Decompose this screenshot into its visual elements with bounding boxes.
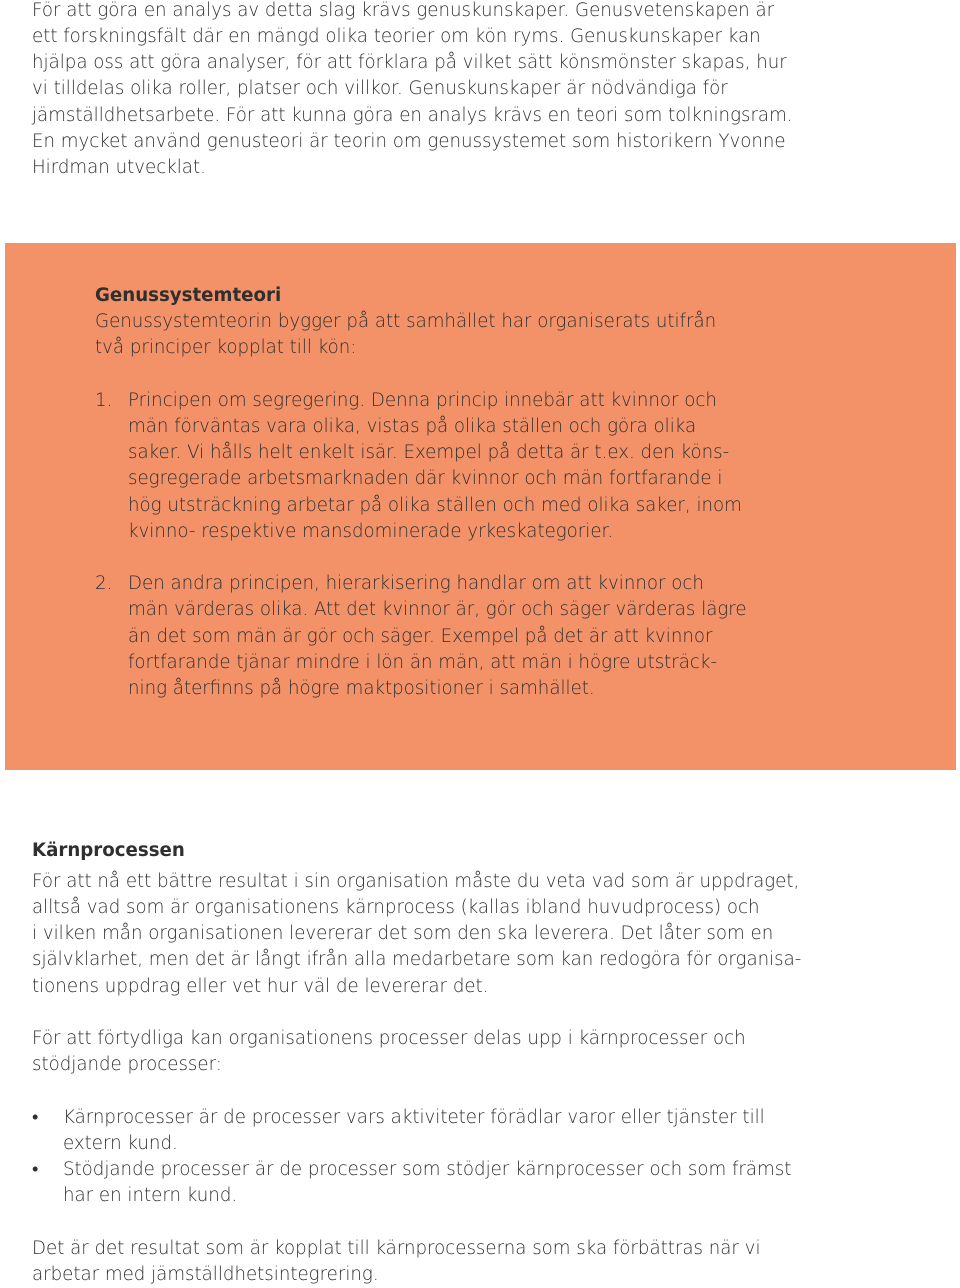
box-intro-line: Genussystemteorin bygger på att samhället har organiserats utifrån: [95, 311, 717, 332]
box-intro-line: två principer kopplat till kön:: [95, 337, 357, 358]
paragraph-line: För att nå ett bättre resultat i sin organisation måste du veta vad som är uppdraget,: [32, 871, 800, 892]
bullet-item-line: Stödjande processer är de processer som stödjer kärnprocesser och som främst: [63, 1159, 792, 1180]
list-item-line: Den andra principen, hierarkisering handlar om att kvinnor och: [128, 573, 704, 594]
intro-line: hjälpa oss att göra analyser, för att förklara på vilket sätt könsmönster skapas, hur: [32, 52, 787, 73]
list-item-line: män förväntas vara olika, vistas på olika ställen och göra olika: [128, 416, 697, 437]
paragraph-line: i vilken mån organisationen levererar det som den ska leverera. Det låter som en: [32, 923, 774, 944]
bullet-icon: •: [32, 1159, 39, 1180]
list-item-line: män värderas olika. Att det kvinnor är, gör och säger värderas lägre: [128, 599, 747, 620]
bullet-item-line: har en intern kund.: [63, 1185, 238, 1206]
list-item-line: kvinno- respektive mansdominerade yrkeskategorier.: [128, 521, 614, 542]
list-item-line: saker. Vi hålls helt enkelt isär. Exempel på detta är t.ex. den köns-: [128, 442, 730, 463]
list-number: 1.: [95, 390, 113, 411]
bullet-icon: •: [32, 1107, 39, 1128]
paragraph-line: stödjande processer:: [32, 1054, 222, 1075]
list-item-line: än det som män är gör och säger. Exempel på det är att kvinnor: [128, 626, 713, 647]
list-item-line: ning återfinns på högre maktpositioner i samhället.: [128, 678, 595, 699]
paragraph-line: arbetar med jämställdhetsintegrering.: [32, 1264, 379, 1285]
paragraph-line: För att förtydliga kan organisationens processer delas upp i kärnprocesser och: [32, 1028, 746, 1049]
list-number: 2.: [95, 573, 113, 594]
list-item-line: segregerade arbetsmarknaden där kvinnor och män fortfarande i: [128, 468, 723, 489]
section-heading: Kärnprocessen: [32, 840, 185, 861]
intro-line: jämställdhetsarbete. För att kunna göra en analys krävs en teori som tolkningsram.: [32, 105, 793, 126]
paragraph-line: alltså vad som är organisationens kärnprocess (kallas ibland huvudprocess) och: [32, 897, 760, 918]
paragraph-line: självklarhet, men det är långt ifrån alla medarbetare som kan redogöra för organisa-: [32, 949, 802, 970]
intro-line: En mycket använd genusteori är teorin om genussystemet som historikern Yvonne: [32, 131, 786, 152]
intro-line: vi tilldelas olika roller, platser och villkor. Genuskunskaper är nödvändiga för: [32, 78, 728, 99]
box-heading: Genussystemteori: [95, 285, 282, 306]
genussystemteori-box: [5, 243, 956, 770]
list-item-line: hög utsträckning arbetar på olika ställen och med olika saker, inom: [128, 495, 742, 516]
bullet-item-line: Kärnprocesser är de processer vars aktiviteter förädlar varor eller tjänster till: [63, 1107, 765, 1128]
list-item-line: Principen om segregering. Denna princip innebär att kvinnor och: [128, 390, 717, 411]
bullet-item-line: extern kund.: [63, 1133, 178, 1154]
intro-line: ett forskningsfält där en mängd olika teorier om kön ryms. Genuskunskaper kan: [32, 26, 761, 47]
paragraph-line: Det är det resultat som är kopplat till kärnprocesserna som ska förbättras när vi: [32, 1238, 761, 1259]
list-item-line: fortfarande tjänar mindre i lön än män, att män i högre utsträck-: [128, 652, 718, 673]
intro-line: För att göra en analys av detta slag krävs genuskunskaper. Genusvetenskapen är: [32, 0, 775, 21]
intro-line: Hirdman utvecklat.: [32, 157, 206, 178]
paragraph-line: tionens uppdrag eller vet hur väl de levererar det.: [32, 976, 489, 997]
